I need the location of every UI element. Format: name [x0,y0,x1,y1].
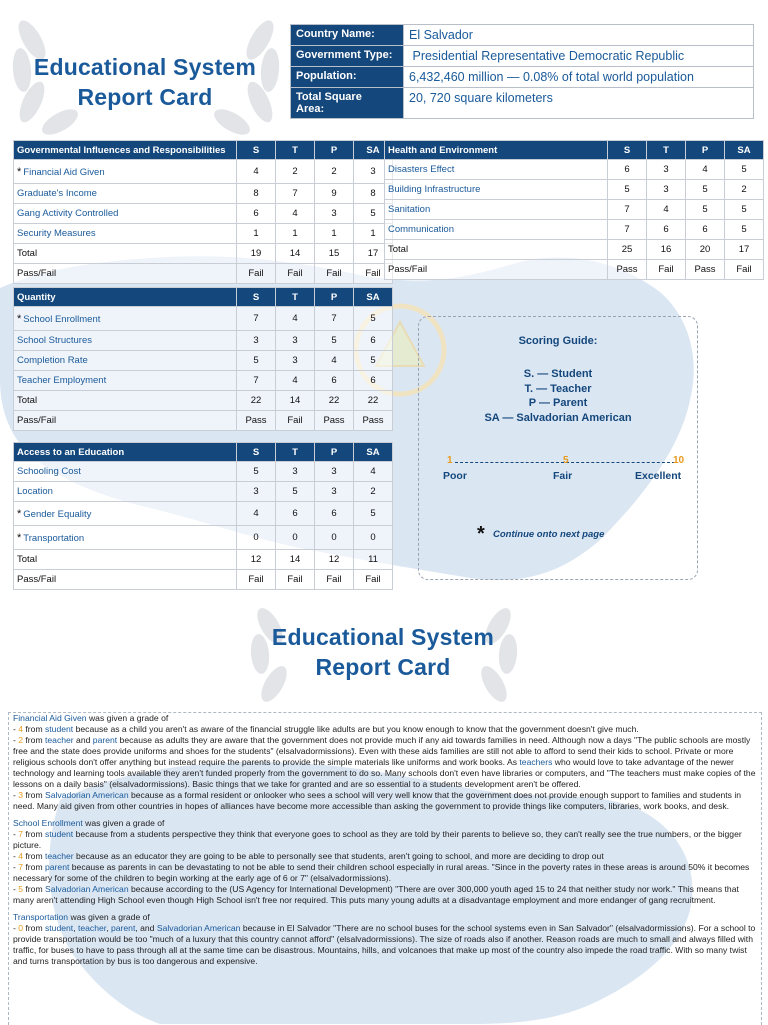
score-cell: 7 [608,220,647,240]
narrative-fa-2: - 2 from teacher and parent because as adults they are aware that the government does not provide much if any aid towards families in need. Although now a days "The public schools are mostly free and the state does provide uniforms and shoes for the students" (elsalvadormissions). Even with these aids families are still not able to afford to send their kids to school. Private or more religious schools don't offer anything but instead require the parents to provide the simple materials like uniforms and work books. As teachers who would love to take advantage of the newer technology and learning tools available they aren't funded properly from the government to do so. Many schools don't even have libraries or computers, and "The teachers must make copies of the lessons on a daily basis" (elsalvadormissions). Basic things that we take for granted and are so essential to a students development aren't be offered. [13,735,756,789]
title-line-1: Educational System [33,54,257,80]
narrative-section [8,712,762,1025]
column-header: S [237,288,276,307]
pass-fail-row [385,260,764,280]
scoring-guide [418,316,698,580]
score-cell: 9 [315,184,354,204]
scale-mid: 5 [563,455,569,466]
score-cell: 3 [647,180,686,200]
total-row [14,550,393,570]
scale-excellent: Excellent [635,470,682,482]
pass-fail-cell: Pass [315,411,354,431]
pass-fail-label: Pass/Fail [14,411,237,431]
table-title: Governmental Influences and Responsibilities [14,141,237,160]
score-cell: 3 [315,204,354,224]
score-cell: 6 [237,204,276,224]
pass-fail-cell: Pass [354,411,393,431]
narrative-se-3: - 7 from parent because as parents in can be devastating to not be able to send their children school especially in rural areas. "Since in the poverty rates in these areas is around 50% it becomes necessary for some of the children to begin working at the early age of 6 or 7" (elsalvadormissions). [13,862,750,883]
table-title: Access to an Education [14,443,237,462]
total-cell: 16 [647,240,686,260]
score-cell: 5 [237,462,276,482]
country-name-label: Country Name: [291,25,404,46]
score-cell: 6 [354,371,393,391]
column-header: SA [354,141,393,160]
table-row [14,371,393,391]
pass-fail-cell: Fail [315,264,354,284]
total-label: Total [14,244,237,264]
row-label: Completion Rate [14,351,237,371]
score-cell: 7 [608,200,647,220]
score-cell: 5 [354,204,393,224]
column-header: P [315,443,354,462]
pass-fail-cell: Pass [237,411,276,431]
score-cell: 7 [237,371,276,391]
column-header: S [608,141,647,160]
total-label: Total [14,391,237,411]
score-cell: 5 [354,307,393,331]
narrative-se-1: - 7 from student because from a students perspective they think that everyone goes to school as they are told by their parents to believe so, they can't really see the true numbers, or the bigger picture. [13,829,742,850]
column-header: P [315,288,354,307]
column-header: S [237,141,276,160]
table-row [14,351,393,371]
narrative-tr-heading: Transportation was given a grade of [13,912,150,922]
row-label: Communication [385,220,608,240]
table-row [14,307,393,331]
row-label: * Financial Aid Given [14,160,237,184]
score-cell: 2 [276,160,315,184]
area-value: 20, 720 square kilometers [404,88,754,119]
score-cell: 1 [237,224,276,244]
total-cell: 17 [725,240,764,260]
area-label: Total Square Area: [291,88,404,119]
score-cell: 6 [276,502,315,526]
row-label: Building Infrastructure [385,180,608,200]
table-row [14,184,393,204]
score-cell: 0 [276,526,315,550]
guide-line-student: S. — Student [523,368,593,380]
population-value: 6,432,460 million — 0.08% of total world population [404,67,754,88]
score-cell: 5 [276,482,315,502]
row-label: School Structures [14,331,237,351]
total-cell: 25 [608,240,647,260]
access-score-table [13,442,393,590]
scale-max: 10 [673,455,685,466]
table-row [385,180,764,200]
total-cell: 19 [237,244,276,264]
score-cell: 6 [608,160,647,180]
score-scale [445,455,685,485]
score-cell: 5 [725,220,764,240]
row-label: * School Enrollment [14,307,237,331]
government-type-value: Presidential Representative Democratic Republic [404,46,754,67]
pass-fail-row [14,264,393,284]
row-label: * Gender Equality [14,502,237,526]
column-header: T [276,288,315,307]
total-row [385,240,764,260]
pass-fail-label: Pass/Fail [14,570,237,590]
table-row [385,220,764,240]
score-cell: 7 [237,307,276,331]
score-cell: 5 [725,160,764,180]
table-row [14,462,393,482]
score-cell: 4 [237,502,276,526]
scoring-guide-title: Scoring Guide: [518,335,598,347]
government-type-label: Government Type: [291,46,404,67]
total-cell: 14 [276,244,315,264]
pass-fail-label: Pass/Fail [385,260,608,280]
country-name-value: El Salvador [404,25,754,46]
pass-fail-cell: Fail [315,570,354,590]
score-cell: 2 [725,180,764,200]
score-cell: 3 [315,462,354,482]
total-label: Total [14,550,237,570]
score-cell: 3 [276,351,315,371]
row-label: Teacher Employment [14,371,237,391]
total-cell: 14 [276,550,315,570]
table-row [385,160,764,180]
score-cell: 0 [354,526,393,550]
narrative-se-2: - 4 from teacher because as an educator they are going to be able to personally see that students, aren't going to school, and more are deciding to drop out [13,851,604,861]
narrative-se-4: - 5 from Salvadorian American because according to the (US Agency for International Development) "There are over 300,000 youth aged 15 to 24 that neither study nor work." This means that many aren't attending High School even though High School isn't free nor required. This puts many young adults at a disadvantage employment and more endanger of gang recruitment. [13,884,739,905]
narrative-se-heading: School Enrollment was given a grade of [13,818,165,828]
total-cell: 11 [354,550,393,570]
score-cell: 0 [237,526,276,550]
row-label: Disasters Effect [385,160,608,180]
country-info-table [290,24,754,119]
score-cell: 4 [276,371,315,391]
star-icon: * [477,523,485,545]
row-label: Security Measures [14,224,237,244]
pass-fail-cell: Fail [276,411,315,431]
total-row [14,391,393,411]
score-cell: 2 [315,160,354,184]
total-label: Total [385,240,608,260]
title2-line-2: Report Card [315,654,451,680]
guide-line-teacher: T. — Teacher [524,382,592,395]
star-icon: * [17,312,22,325]
table-row [385,200,764,220]
continue-note: * Continue onto next page [477,523,605,545]
pass-fail-cell: Fail [647,260,686,280]
score-cell: 1 [276,224,315,244]
pass-fail-cell: Fail [725,260,764,280]
column-header: SA [354,288,393,307]
score-cell: 0 [315,526,354,550]
row-label: Sanitation [385,200,608,220]
population-label: Population: [291,67,404,88]
score-cell: 7 [276,184,315,204]
total-cell: 22 [315,391,354,411]
column-header: T [276,443,315,462]
table-row [14,482,393,502]
title-line-2: Report Card [77,84,213,110]
table-title: Quantity [14,288,237,307]
score-cell: 6 [315,371,354,391]
narrative-fa-1: - 4 from student because as a child you aren't as aware of the financial struggle like adults are but you know enough to know that the government doesn't give much. [13,724,639,734]
table-row [14,526,393,550]
score-cell: 5 [354,351,393,371]
pass-fail-cell: Fail [354,570,393,590]
table-row [14,331,393,351]
table-title: Health and Environment [385,141,608,160]
score-cell: 4 [276,204,315,224]
score-cell: 2 [354,482,393,502]
score-cell: 3 [237,331,276,351]
pass-fail-cell: Fail [354,264,393,284]
score-cell: 6 [315,502,354,526]
pass-fail-cell: Fail [276,570,315,590]
total-cell: 17 [354,244,393,264]
score-cell: 5 [686,180,725,200]
score-cell: 8 [354,184,393,204]
score-cell: 5 [237,351,276,371]
score-cell: 3 [647,160,686,180]
score-cell: 3 [237,482,276,502]
narrative-tr-1: - 0 from student, teacher, parent, and Salvadorian American because in El Salvador "There are no school buses for the school systems even in San Salvador" (elsalvadormissions). For a school to provide transportation would be too "much of a luxury that this country cannot afford" (elsalvadormissions). The size of roads also if another. Reason roads are much to small and always filled with traffic, for buses to have to pass through all at the same time can be disastrous. Mountains, hills, and volcanoes that make up most of the country also impede the road traffic. With so many twist and turns transportation by bus is too dangerous and expensive. [13,923,756,966]
score-cell: 5 [725,200,764,220]
score-cell: 5 [315,331,354,351]
governmental-score-table [13,140,393,284]
table-row [14,160,393,184]
scale-min: 1 [447,455,453,466]
page-title [14,52,276,112]
guide-line-parent: P — Parent [528,397,588,409]
score-cell: 3 [315,482,354,502]
quantity-score-table [13,287,393,431]
score-cell: 6 [686,220,725,240]
total-cell: 12 [237,550,276,570]
total-row [14,244,393,264]
score-cell: 4 [686,160,725,180]
title2-line-1: Educational System [271,624,495,650]
guide-line-sa: SA — Salvadorian American [484,411,632,424]
table-row [14,502,393,526]
row-label: Location [14,482,237,502]
column-header: P [686,141,725,160]
total-cell: 15 [315,244,354,264]
scale-fair: Fair [553,470,573,482]
score-cell: 4 [647,200,686,220]
pass-fail-cell: Fail [237,570,276,590]
star-icon: * [17,507,22,520]
pass-fail-cell: Pass [686,260,725,280]
pass-fail-cell: Fail [237,264,276,284]
score-cell: 4 [276,307,315,331]
row-label: Graduate's Income [14,184,237,204]
score-cell: 3 [354,160,393,184]
column-header: T [276,141,315,160]
score-cell: 4 [354,462,393,482]
page-title-2 [252,622,514,682]
score-cell: 3 [276,462,315,482]
pass-fail-label: Pass/Fail [14,264,237,284]
score-cell: 1 [315,224,354,244]
narrative-fa-heading: Financial Aid Given was given a grade of [13,713,169,723]
row-label: * Transportation [14,526,237,550]
score-cell: 5 [608,180,647,200]
score-cell: 7 [315,307,354,331]
pass-fail-cell: Fail [276,264,315,284]
column-header: T [647,141,686,160]
score-cell: 5 [354,502,393,526]
pass-fail-row [14,411,393,431]
pass-fail-cell: Pass [608,260,647,280]
row-label: Gang Activity Controlled [14,204,237,224]
row-label: Schooling Cost [14,462,237,482]
column-header: P [315,141,354,160]
score-cell: 1 [354,224,393,244]
column-header: S [237,443,276,462]
score-cell: 4 [237,160,276,184]
total-cell: 22 [354,391,393,411]
score-cell: 5 [686,200,725,220]
score-cell: 6 [354,331,393,351]
total-cell: 12 [315,550,354,570]
total-cell: 22 [237,391,276,411]
table-row [14,224,393,244]
score-cell: 8 [237,184,276,204]
score-cell: 3 [276,331,315,351]
scale-poor: Poor [443,470,467,482]
narrative-fa-3: - 3 from Salvadorian American because as a formal resident or onlooker who sees a school will very well know that the government does not provide enough support to families and students in need. Many aid given from other countries in hopes of alliances have become more accessible than asking the government to provide things like computers, libraries, work books, and desk. [13,790,742,811]
total-cell: 20 [686,240,725,260]
column-header: SA [354,443,393,462]
score-cell: 6 [647,220,686,240]
health-score-table [384,140,764,280]
total-cell: 14 [276,391,315,411]
score-cell: 4 [315,351,354,371]
column-header: SA [725,141,764,160]
pass-fail-row [14,570,393,590]
table-row [14,204,393,224]
star-icon: * [17,165,22,178]
star-icon: * [17,531,22,544]
